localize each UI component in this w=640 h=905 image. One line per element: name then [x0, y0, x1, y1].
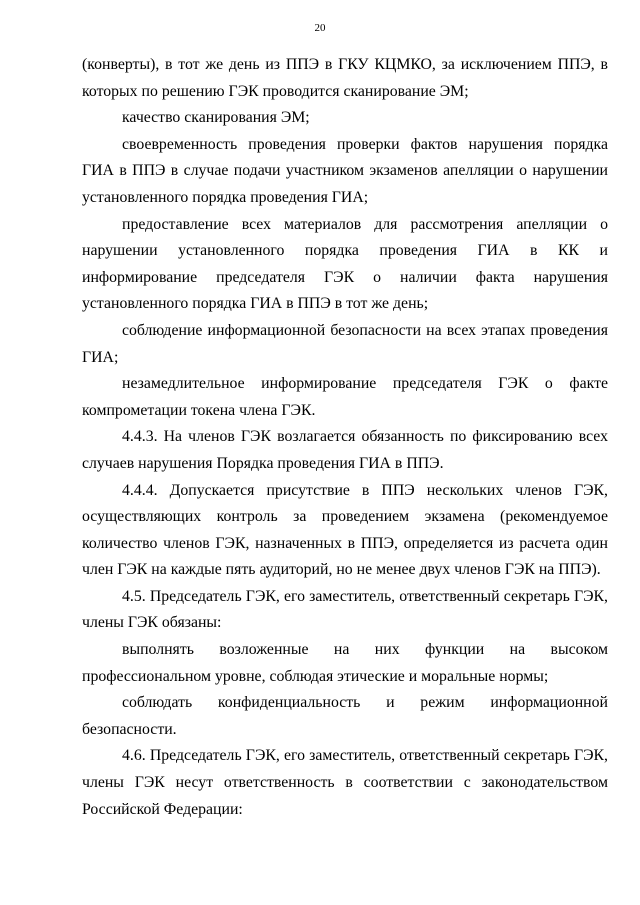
paragraph-4-6: 4.6. Председатель ГЭК, его заместитель, ответственный секретарь ГЭК, члены ГЭК несут ответственность в соответствии с законодательством Российской Федерации: — [82, 747, 608, 818]
page-number: 20 — [314, 22, 326, 34]
document-body — [82, 52, 608, 823]
paragraph-continuation: (конверты), в тот же день из ППЭ в ГКУ КЦМКО, за исключением ППЭ, в которых по решению ГЭК проводится сканирование ЭМ; — [82, 56, 608, 100]
paragraph-4-4-4: 4.4.4. Допускается присутствие в ППЭ нескольких членов ГЭК, осуществляющих контроль за проведением экзамена (рекомендуемое количество членов ГЭК, назначенных в ППЭ, определяется из расчета один член ГЭК на каждые пять аудиторий, но не менее двух членов ГЭК на ППЭ). — [82, 481, 608, 579]
paragraph-token-compromise: незамедлительное информирование председателя ГЭК о факте компрометации токена члена ГЭК. — [82, 375, 608, 419]
paragraph-4-4-3: 4.4.3. На членов ГЭК возлагается обязанность по фиксированию всех случаев нарушения Порядка проведения ГИА в ППЭ. — [82, 428, 608, 472]
paragraph-perform-functions: выполнять возложенные на них функции на высоком профессиональном уровне, соблюдая этические и моральные нормы; — [82, 641, 608, 685]
paragraph-scan-quality: качество сканирования ЭМ; — [122, 109, 310, 127]
paragraph-violation-check: своевременность проведения проверки фактов нарушения порядка ГИА в ППЭ в случае подачи участником экзаменов апелляции о нарушении установленного порядка проведения ГИА; — [82, 135, 608, 206]
paragraph-appeal-materials: предоставление всех материалов для рассмотрения апелляции о нарушении установленного порядка проведения ГИА в КК и информирование председателя ГЭК о наличии факта нарушения установленного порядка ГИА в ППЭ в тот же день; — [82, 215, 608, 313]
paragraph-confidentiality: соблюдать конфиденциальность и режим информационной безопасности. — [82, 694, 608, 738]
paragraph-4-5: 4.5. Председатель ГЭК, его заместитель, ответственный секретарь ГЭК, члены ГЭК обязаны: — [82, 587, 608, 632]
paragraph-info-security: соблюдение информационной безопасности на всех этапах проведения ГИА; — [82, 321, 608, 366]
